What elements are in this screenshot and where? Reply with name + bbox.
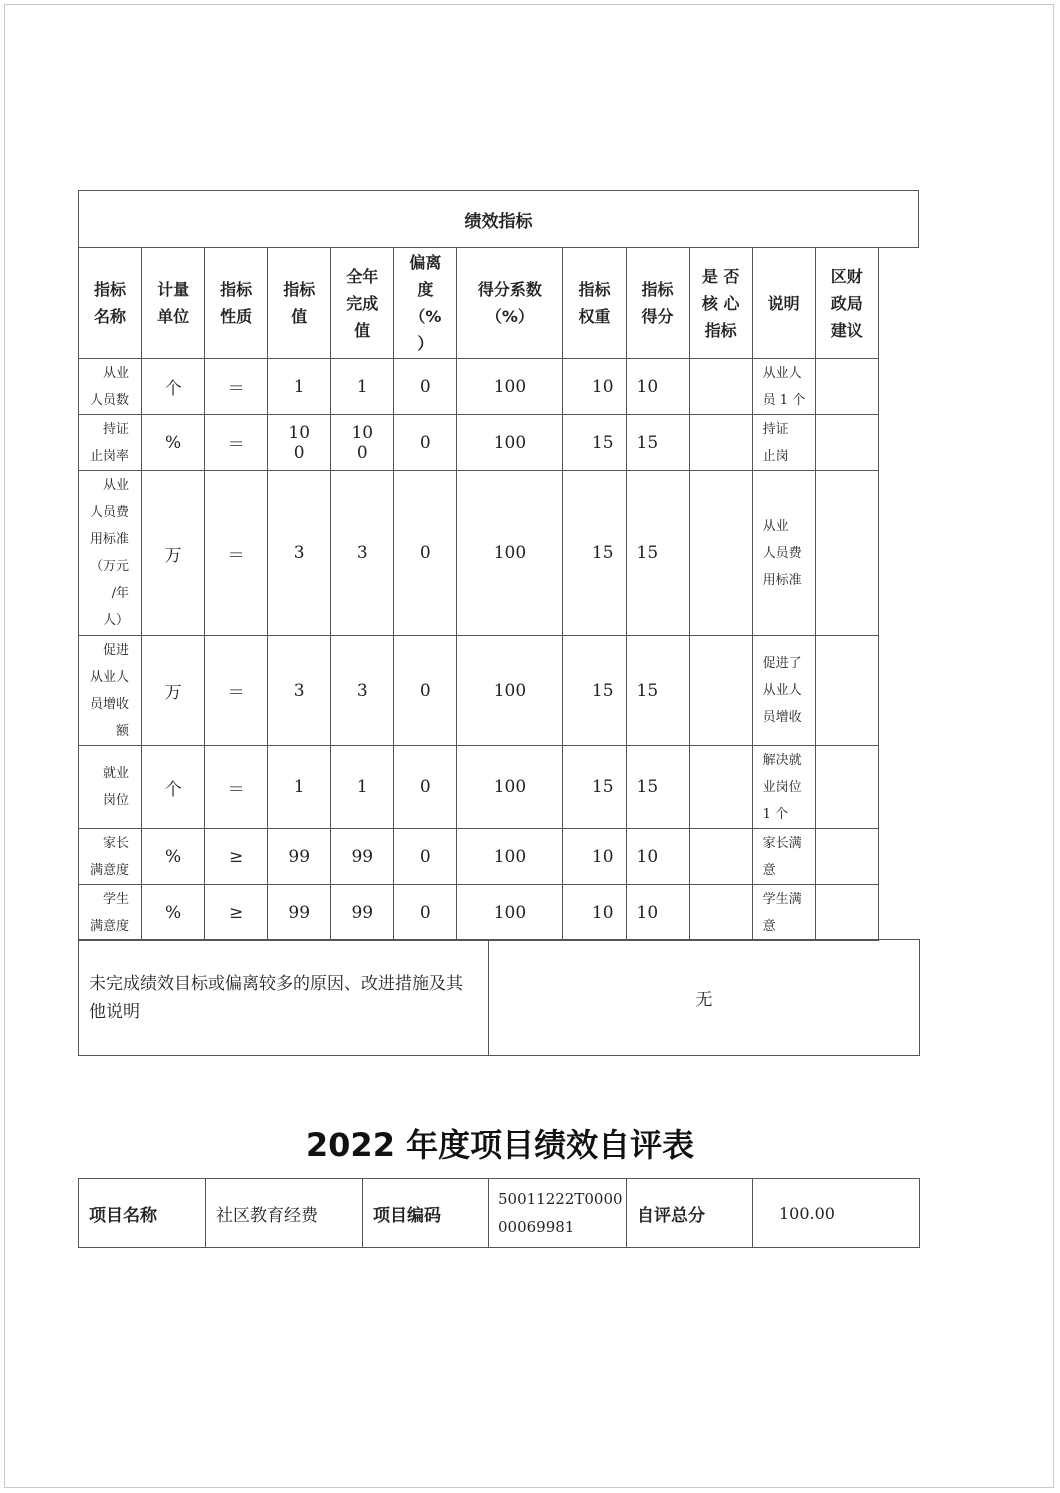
indicator-note: 家长满 意 <box>752 829 815 885</box>
indicator-deviation: 0 <box>394 636 457 746</box>
indicator-weight: 10 <box>563 829 626 885</box>
indicator-core <box>689 471 752 636</box>
indicator-note: 促进了 从业人 员增收 <box>752 636 815 746</box>
indicator-score: 15 <box>626 636 689 746</box>
indicator-name: 从业 人员数 <box>79 359 142 415</box>
header-suggestion: 区财 政局 建议 <box>815 248 878 359</box>
indicator-actual: 99 <box>331 885 394 941</box>
indicator-weight: 15 <box>563 415 626 471</box>
indicator-coefficient: 100 <box>457 829 563 885</box>
header-actual: 全年 完成 值 <box>331 248 394 359</box>
indicator-deviation: 0 <box>394 415 457 471</box>
indicator-unit: % <box>142 415 205 471</box>
indicator-score: 15 <box>626 746 689 829</box>
indicator-score: 10 <box>626 359 689 415</box>
spacer-cell <box>878 885 918 941</box>
indicator-deviation: 0 <box>394 885 457 941</box>
indicator-nature: ＝ <box>205 636 268 746</box>
indicator-suggestion <box>815 829 878 885</box>
indicator-unit: % <box>142 885 205 941</box>
indicator-weight: 10 <box>563 885 626 941</box>
indicator-deviation: 0 <box>394 359 457 415</box>
indicator-actual: 3 <box>331 471 394 636</box>
indicator-name: 家长 满意度 <box>79 829 142 885</box>
indicator-target: 99 <box>268 829 331 885</box>
header-unit: 计量 单位 <box>142 248 205 359</box>
report-title: 2022 年度项目绩效自评表 <box>305 1126 695 1164</box>
indicator-suggestion <box>815 636 878 746</box>
header-name: 指标 名称 <box>79 248 142 359</box>
indicator-nature: ≥ <box>205 885 268 941</box>
indicator-unit: 个 <box>142 746 205 829</box>
spacer-cell <box>878 415 918 471</box>
indicator-deviation: 0 <box>394 471 457 636</box>
indicator-name: 从业 人员费 用标准 （万元 /年 人） <box>79 471 142 636</box>
indicator-score: 15 <box>626 471 689 636</box>
reason-table <box>78 939 920 1056</box>
indicator-actual: 1 <box>331 359 394 415</box>
indicator-target: 1 <box>268 359 331 415</box>
table-row <box>79 359 919 415</box>
table-title: 绩效指标 <box>79 191 919 248</box>
header-nature: 指标 性质 <box>205 248 268 359</box>
indicator-coefficient: 100 <box>457 746 563 829</box>
indicator-suggestion <box>815 359 878 415</box>
table-row <box>79 636 919 746</box>
indicator-target: 99 <box>268 885 331 941</box>
table-row <box>79 829 919 885</box>
header-score: 指标 得分 <box>626 248 689 359</box>
indicator-suggestion <box>815 471 878 636</box>
table-row <box>79 415 919 471</box>
indicator-coefficient: 100 <box>457 636 563 746</box>
indicator-weight: 15 <box>563 746 626 829</box>
indicator-deviation: 0 <box>394 829 457 885</box>
column-header-row <box>79 248 919 359</box>
project-code-label: 项目编码 <box>363 1179 489 1248</box>
indicator-suggestion <box>815 885 878 941</box>
indicator-core <box>689 636 752 746</box>
indicator-target: 10 0 <box>268 415 331 471</box>
indicator-unit: 万 <box>142 636 205 746</box>
indicator-core <box>689 746 752 829</box>
header-weight: 指标 权重 <box>563 248 626 359</box>
header-core: 是 否 核 心 指标 <box>689 248 752 359</box>
project-info-table <box>78 1178 920 1248</box>
indicator-coefficient: 100 <box>457 359 563 415</box>
indicator-score: 15 <box>626 415 689 471</box>
self-score-value: 100.00 <box>753 1179 920 1248</box>
spacer-cell <box>878 248 918 359</box>
spacer-cell <box>878 636 918 746</box>
indicator-name: 持证 止岗率 <box>79 415 142 471</box>
reason-label: 未完成绩效目标或偏离较多的原因、改进措施及其 他说明 <box>79 940 489 1056</box>
indicator-note: 学生满 意 <box>752 885 815 941</box>
indicator-coefficient: 100 <box>457 471 563 636</box>
indicator-unit: 个 <box>142 359 205 415</box>
project-name-label: 项目名称 <box>79 1179 206 1248</box>
spacer-cell <box>878 471 918 636</box>
header-target: 指标 值 <box>268 248 331 359</box>
indicator-note: 从业人 员 1 个 <box>752 359 815 415</box>
indicator-coefficient: 100 <box>457 415 563 471</box>
indicator-target: 3 <box>268 636 331 746</box>
indicator-core <box>689 359 752 415</box>
spacer-cell <box>878 746 918 829</box>
indicator-nature: ≥ <box>205 829 268 885</box>
indicator-actual: 99 <box>331 829 394 885</box>
indicator-weight: 15 <box>563 636 626 746</box>
indicator-unit: 万 <box>142 471 205 636</box>
indicator-unit: % <box>142 829 205 885</box>
indicator-target: 3 <box>268 471 331 636</box>
indicator-note: 解决就 业岗位 1 个 <box>752 746 815 829</box>
indicator-score: 10 <box>626 885 689 941</box>
indicator-name: 就业 岗位 <box>79 746 142 829</box>
self-score-label: 自评总分 <box>627 1179 753 1248</box>
indicator-nature: ＝ <box>205 359 268 415</box>
indicator-core <box>689 829 752 885</box>
indicator-nature: ＝ <box>205 746 268 829</box>
header-coefficient: 得分系数 （%） <box>457 248 563 359</box>
spacer-cell <box>878 359 918 415</box>
indicator-target: 1 <box>268 746 331 829</box>
indicator-name: 促进 从业人 员增收 额 <box>79 636 142 746</box>
spacer-cell <box>878 829 918 885</box>
indicator-note: 从业 人员费 用标准 <box>752 471 815 636</box>
indicator-nature: ＝ <box>205 415 268 471</box>
project-code-value: 50011222T0000 00069981 <box>489 1179 627 1248</box>
indicator-weight: 10 <box>563 359 626 415</box>
indicator-actual: 3 <box>331 636 394 746</box>
indicator-coefficient: 100 <box>457 885 563 941</box>
project-name-value: 社区教育经费 <box>206 1179 363 1248</box>
reason-value: 无 <box>489 940 920 1056</box>
indicator-actual: 10 0 <box>331 415 394 471</box>
indicator-score: 10 <box>626 829 689 885</box>
performance-indicator-table <box>78 190 919 941</box>
header-note: 说明 <box>752 248 815 359</box>
indicator-actual: 1 <box>331 746 394 829</box>
indicator-note: 持证 止岗 <box>752 415 815 471</box>
header-deviation: 偏离 度 （% ） <box>394 248 457 359</box>
indicator-suggestion <box>815 415 878 471</box>
indicator-name: 学生 满意度 <box>79 885 142 941</box>
indicator-nature: ＝ <box>205 471 268 636</box>
indicator-deviation: 0 <box>394 746 457 829</box>
table-row <box>79 746 919 829</box>
indicator-weight: 15 <box>563 471 626 636</box>
indicator-core <box>689 885 752 941</box>
indicator-suggestion <box>815 746 878 829</box>
table-row <box>79 471 919 636</box>
table-row <box>79 885 919 941</box>
indicator-core <box>689 415 752 471</box>
